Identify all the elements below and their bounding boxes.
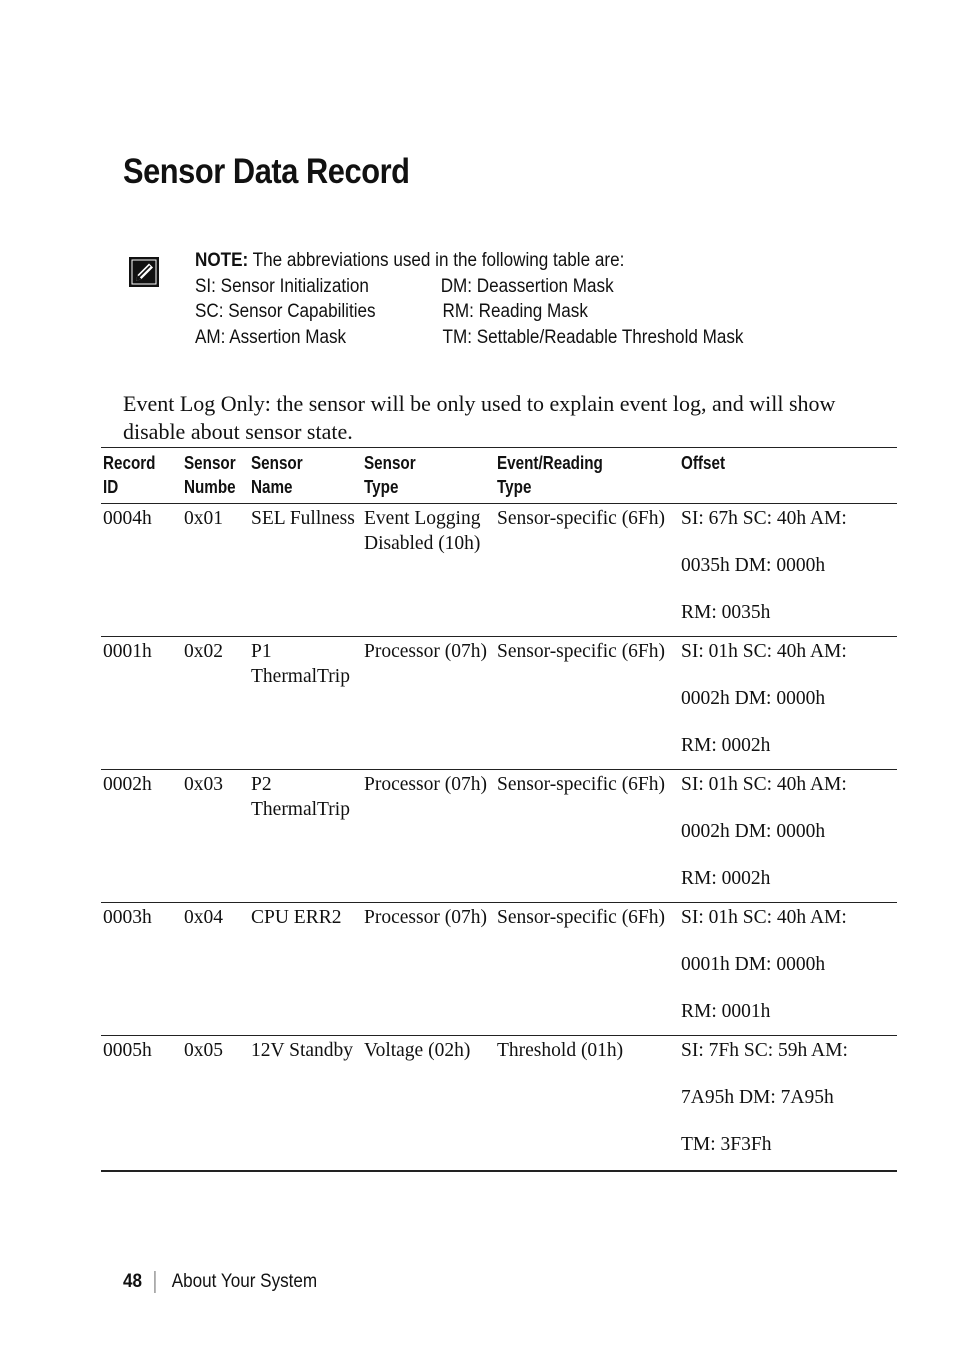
cell-offset: SI: 01h SC: 40h AM: 0001h DM: 0000h RM: 0001h (679, 903, 897, 1036)
cell-sensor-type: Voltage (02h) (362, 1036, 495, 1172)
abbrev-am: AM: Assertion Mask (195, 326, 347, 348)
cell-event-type: Threshold (01h) (495, 1036, 679, 1172)
cell-sensor-number: 0x02 (182, 637, 249, 770)
intro-paragraph: Event Log Only: the sensor will be only used to explain event log, and will show disable about sensor state. (123, 391, 836, 444)
cell-sensor-name: P1 ThermalTrip (249, 637, 362, 770)
header-event-reading-type: Event/Reading Type (495, 448, 679, 504)
table-row (101, 1036, 897, 1172)
cell-record-id: 0005h (101, 1036, 182, 1172)
sensor-table (101, 447, 897, 1172)
cell-offset: SI: 01h SC: 40h AM: 0002h DM: 0000h RM: 0002h (679, 770, 897, 903)
cell-sensor-name: P2 ThermalTrip (249, 770, 362, 903)
note-pencil-icon (128, 256, 160, 288)
cell-record-id: 0001h (101, 637, 182, 770)
cell-sensor-type: Processor (07h) (362, 637, 495, 770)
cell-sensor-name: 12V Standby (249, 1036, 362, 1172)
header-record-id: Record ID (101, 448, 182, 504)
section-name: About Your System (171, 1271, 318, 1293)
cell-sensor-type: Event Logging Disabled (10h) (362, 504, 495, 637)
abbrev-si: SI: Sensor Initialization (195, 275, 369, 297)
table-row (101, 903, 897, 1036)
cell-event-type: Sensor-specific (6Fh) (495, 903, 679, 1036)
cell-sensor-name: CPU ERR2 (249, 903, 362, 1036)
abbrev-sc: SC: Sensor Capabilities (195, 301, 376, 322)
cell-offset: SI: 67h SC: 40h AM: 0035h DM: 0000h RM: 0035h (679, 504, 897, 637)
cell-sensor-number: 0x04 (182, 903, 249, 1036)
abbrev-dm: DM: Deassertion Mask (440, 275, 614, 297)
table-row (101, 770, 897, 903)
note-box (195, 248, 855, 350)
page-footer (123, 1271, 317, 1293)
cell-sensor-type: Processor (07h) (362, 903, 495, 1036)
cell-record-id: 0002h (101, 770, 182, 903)
header-offset: Offset (679, 448, 897, 504)
cell-event-type: Sensor-specific (6Fh) (495, 504, 679, 637)
header-sensor-number: Sensor Numbe (182, 448, 249, 504)
cell-record-id: 0003h (101, 903, 182, 1036)
cell-sensor-name: SEL Fullness (249, 504, 362, 637)
table-row (101, 637, 897, 770)
page-title: Sensor Data Record (123, 152, 410, 191)
table-row (101, 504, 897, 637)
cell-sensor-number: 0x05 (182, 1036, 249, 1172)
cell-event-type: Sensor-specific (6Fh) (495, 637, 679, 770)
footer-divider (155, 1271, 156, 1293)
table-header-row (101, 448, 897, 504)
cell-record-id: 0004h (101, 504, 182, 637)
cell-offset: SI: 01h SC: 40h AM: 0002h DM: 0000h RM: 0002h (679, 637, 897, 770)
header-sensor-type: Sensor Type (362, 448, 495, 504)
header-sensor-name: Sensor Name (249, 448, 362, 504)
cell-event-type: Sensor-specific (6Fh) (495, 770, 679, 903)
cell-sensor-number: 0x01 (182, 504, 249, 637)
page-number: 48 (123, 1271, 143, 1293)
abbrev-tm: TM: Settable/Readable Threshold Mask (442, 326, 744, 348)
cell-offset: SI: 7Fh SC: 59h AM: 7A95h DM: 7A95h TM: 3F3Fh (679, 1036, 897, 1172)
cell-sensor-number: 0x03 (182, 770, 249, 903)
note-label: NOTE: (195, 250, 249, 271)
abbrev-rm: RM: Reading Mask (442, 301, 588, 322)
note-text: The abbreviations used in the following table are: (252, 250, 625, 271)
cell-sensor-type: Processor (07h) (362, 770, 495, 903)
